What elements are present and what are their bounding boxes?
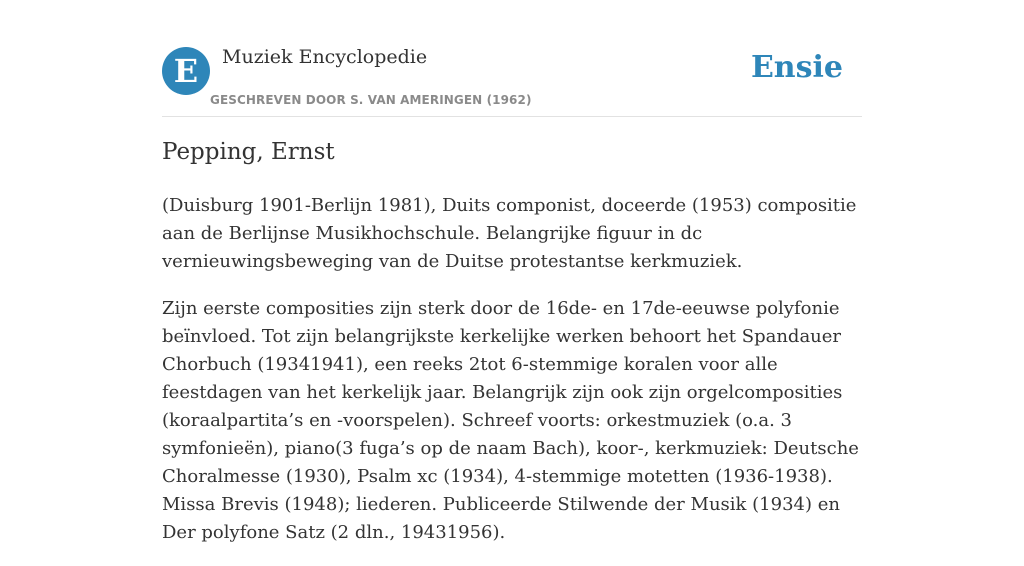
author-line: GESCHREVEN DOOR S. VAN AMERINGEN (1962) <box>210 93 532 107</box>
article-paragraph-2: Zijn eerste composities zijn sterk door de 16de- en 17de-eeuwse polyfonie beïnvloed. Tot zijn belangrijkste kerkelijke werken behoort het Spandauer Chorbuch (19341941), een reeks 2tot 6-stemmige koralen voor alle feestdagen van het kerkelijk jaar. Belangrijk zijn ook zijn orgelcomposities (koraalpartita’s en -voorspelen). Schreef voorts: orkestmuziek (o.a. 3 symfonieën), piano(3 fuga’s op de naam Bach), koor-, kerkmuziek: Deutsche Choralmesse (1930), Psalm xc (1934), 4-stemmige motetten (1936-1938). Missa Brevis (1948); liederen. Publiceerde Stilwende der Musik (1934) en Der polyfone Satz (2 dln., 19431956). <box>162 298 859 543</box>
header <box>162 0 862 117</box>
encyclopedia-title-link[interactable]: Muziek Encyclopedie <box>222 46 428 68</box>
ensie-brand-logo[interactable]: Ensie <box>750 50 843 85</box>
article-title: Pepping, Ernst <box>162 139 335 165</box>
page <box>162 0 862 543</box>
encyclopedia-logo-badge[interactable]: E <box>162 47 210 95</box>
article-body <box>162 192 862 566</box>
article-paragraph-1: (Duisburg 1901-Berlijn 1981), Duits componist, doceerde (1953) compositie aan de Berlijnse Musikhochschule. Belangrijke figuur in dc vernieuwingsbeweging van de Duitse protestantse kerkmuziek. <box>162 195 857 272</box>
